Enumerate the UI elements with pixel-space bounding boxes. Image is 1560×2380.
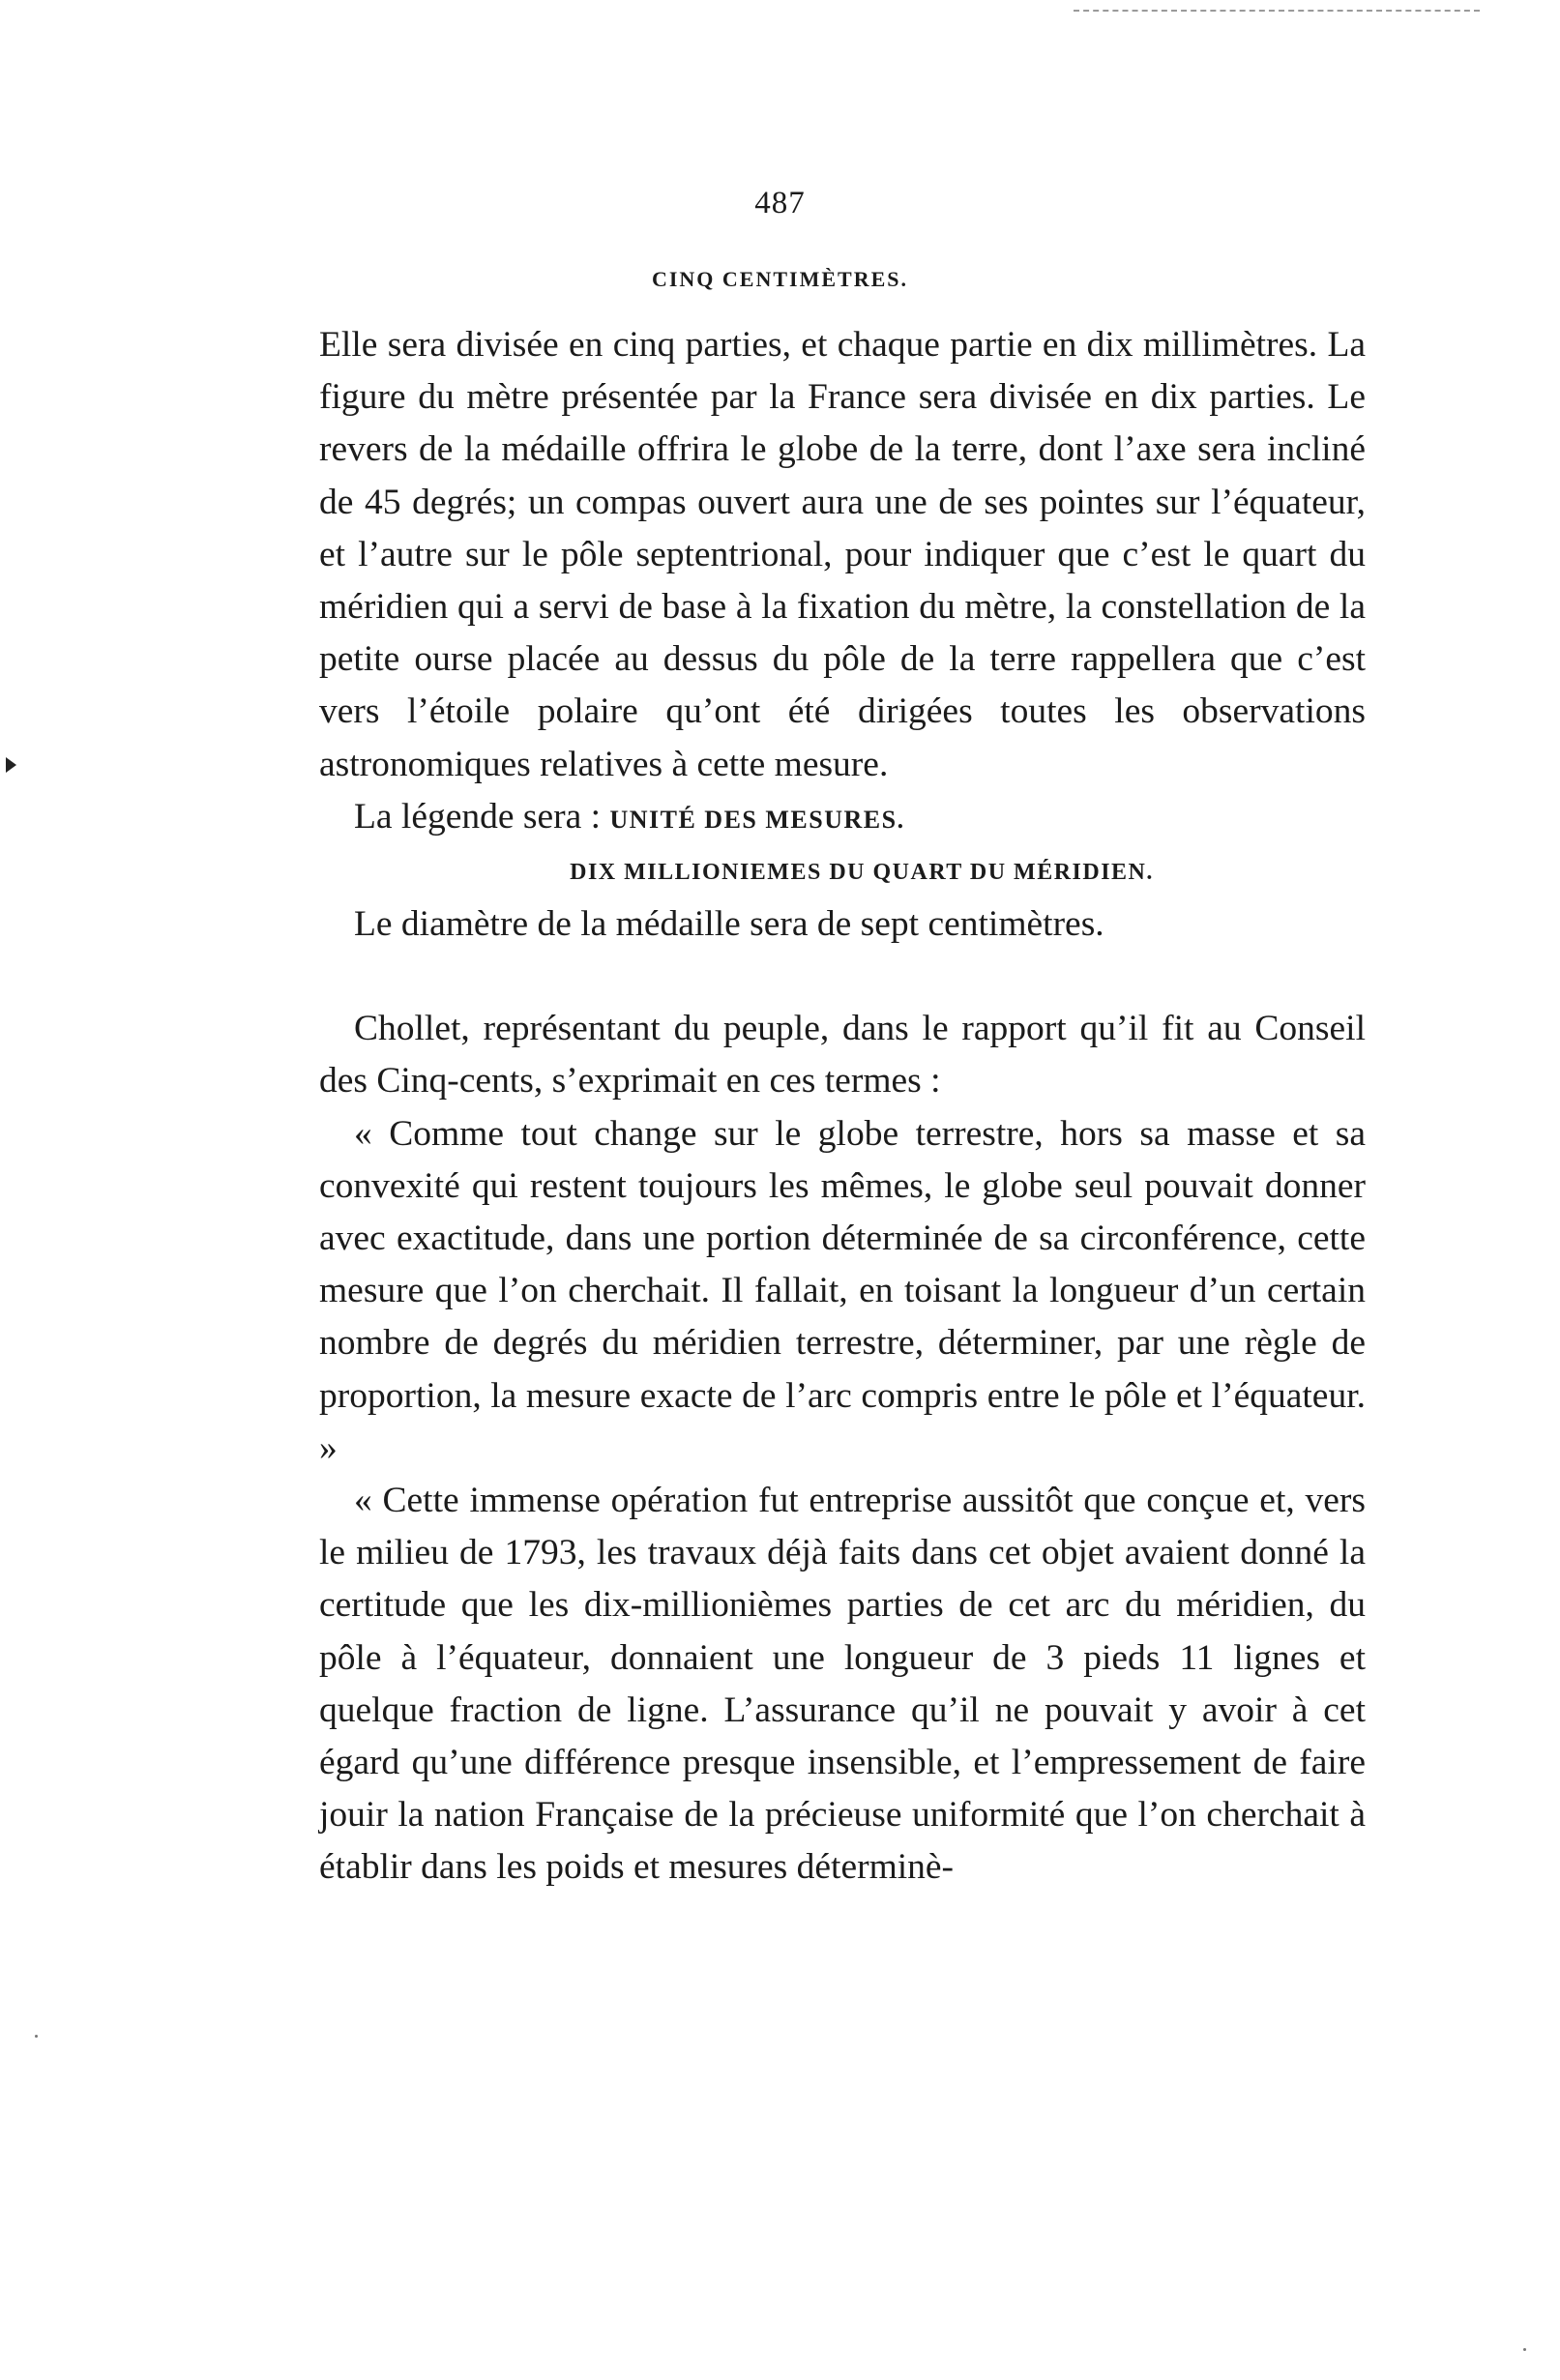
- body-text: [319, 319, 1366, 1895]
- paragraph-gap: [319, 951, 1366, 1003]
- paragraph-quote-globe: « Comme tout change sur le globe terrestre, hors sa masse et sa convexité qui restent toujours les mêmes, le globe seul pouvait donner avec exactitude, dans une portion déterminée de sa circonférence, cette mesure que l’on cherchait. Il fallait, en toisant la longueur d’un certain nombre de degrés du méridien terrestre, déterminer, par une règle de proportion, la mesure exacte de l’arc compris entre le pôle et l’équateur. »: [319, 1113, 1366, 1468]
- paragraph-quote-operation: « Cette immense opération fut entreprise aussitôt que conçue et, vers le milieu de 1793, les travaux déjà faits dans cet objet avaient donné la certitude que les dix-millionièmes parties de cet arc du méridien, du pôle à l’équateur, donnaient une longueur de 3 pieds 11 lignes et quelque fraction de ligne. L’assurance qu’il ne pouvait y avoir à cet égard qu’une différence presque insensible, et l’empressement de faire jouir la nation Française de la précieuse uniformité que l’on cherchait à établir dans les poids et mesures déterminè-: [319, 1481, 1366, 1888]
- paragraph-medal-description: Elle sera divisée en cinq parties, et chaque partie en dix millimètres. La figure du mètre présentée par la France sera divisée en dix parties. Le revers de la médaille offrira le globe de la terre, dont l’axe sera incliné de 45 degrés; un compas ouvert aura une de ses pointes sur l’équateur, et l’autre sur le pôle septentrional, pour indiquer que c’est le quart du méridien qui a servi de base à la fixation du mètre, la constellation de la petite ourse placée au dessus du pôle de la terre rappellera que c’est vers l’étoile polaire qu’ont été dirigées toutes les observations astronomiques relatives à cette mesure.: [319, 325, 1366, 784]
- scan-edge-rule: [1074, 10, 1480, 12]
- scan-speck: [1523, 2348, 1526, 2351]
- scan-speck: [35, 2035, 38, 2038]
- legend-caps-second: DIX MILLIONIEMES DU QUART DU MÉRIDIEN.: [570, 860, 1154, 886]
- legend-intro: La légende sera :: [354, 796, 602, 837]
- section-heading: CINQ CENTIMÈTRES.: [651, 267, 909, 291]
- legend-caps-first: UNITÉ DES MESURES.: [609, 805, 905, 834]
- margin-arrow-icon: [6, 757, 16, 773]
- legend-line: [319, 791, 1366, 846]
- page-number: 487: [754, 186, 806, 220]
- paragraph-diameter: Le diamètre de la médaille sera de sept centimètres.: [354, 904, 1104, 945]
- paragraph-chollet: Chollet, représentant du peuple, dans le rapport qu’il fit au Conseil des Cinq-cents, s’exprimait en ces termes :: [319, 1009, 1366, 1102]
